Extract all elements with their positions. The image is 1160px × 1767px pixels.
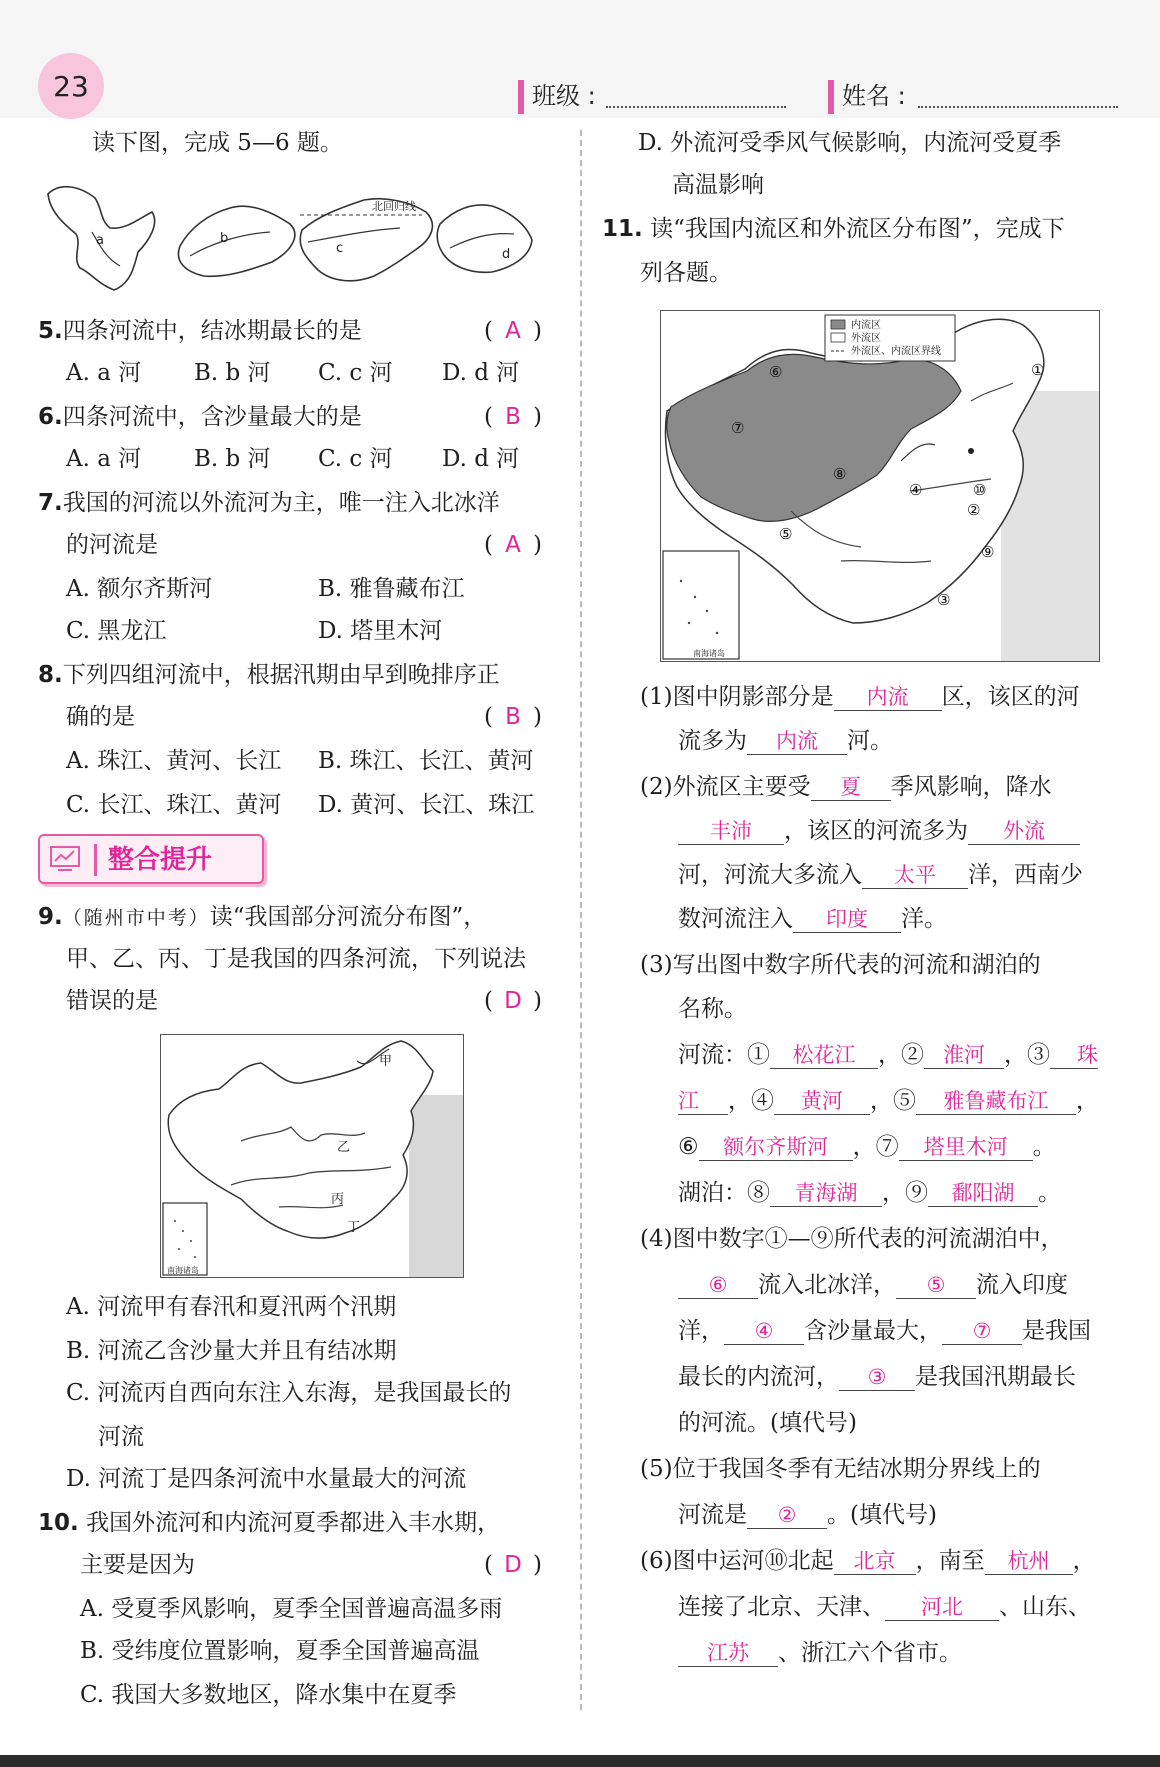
q9-option-b: B. 河流乙含沙量大并且有结冰期 — [66, 1338, 397, 1364]
column-divider — [580, 130, 582, 1710]
chart-icon — [50, 846, 80, 872]
map-mark-10: ⑩ — [973, 481, 987, 499]
blank-river-3a[interactable]: 珠 — [1050, 1042, 1098, 1069]
q5-option-c: C. c 河 — [318, 360, 393, 386]
q6-stem — [38, 402, 362, 432]
blank-p1-1[interactable]: 内流 — [834, 684, 942, 711]
q6-number: 6. — [38, 404, 63, 430]
section-banner — [38, 834, 264, 884]
map-inset-label: 南海诸岛 — [167, 1266, 199, 1275]
q5-option-d: D. d 河 — [442, 360, 520, 386]
q11-part1-line2: 流多为 内流 河。 — [678, 728, 893, 754]
name-blank — [918, 106, 1118, 108]
drainage-map-inset-label: 南海诸岛 — [693, 649, 725, 658]
page-number: 23 — [38, 53, 104, 119]
q8-option-a: A. 珠江、黄河、长江 — [66, 748, 282, 774]
class-blank — [606, 106, 786, 108]
q11-part3-rivers-line2: 江 ，④ 黄河 ，⑤ 雅鲁藏布江 ， — [678, 1088, 1099, 1114]
q6-answer-box: ( B ) — [484, 404, 542, 430]
blank-p2-5[interactable]: 印度 — [793, 906, 901, 933]
blank-p4-2[interactable]: ⑤ — [896, 1272, 976, 1299]
q8-option-b: B. 珠江、长江、黄河 — [318, 748, 534, 774]
tropic-label: 北回归线 — [372, 200, 416, 213]
q7-text-line2: 的河流是 — [66, 532, 158, 558]
q11-part5-line2: 河流是 ② 。(填代号) — [678, 1502, 937, 1528]
q9-option-d: D. 河流丁是四条河流中水量最大的河流 — [66, 1466, 467, 1492]
blank-river-1[interactable]: 松花江 — [770, 1042, 878, 1069]
intro-text: 读下图，完成 5—6 题。 — [92, 130, 343, 156]
q8-text-line2: 确的是 — [66, 704, 135, 730]
q10-option-d: D. 外流河受季风气候影响，内流河受夏季 — [638, 130, 1062, 156]
q7-text-line1: 我国的河流以外流河为主，唯一注入北冰洋 — [62, 490, 500, 516]
q8-option-c: C. 长江、珠江、黄河 — [66, 792, 282, 818]
map-mark-9: ⑨ — [981, 543, 995, 561]
q5-option-b: B. b 河 — [194, 360, 271, 386]
map-mark-8: ⑧ — [833, 465, 847, 483]
q9-stem — [38, 902, 486, 933]
q11-part6-line2: 连接了北京、天津、 河北 、山东、 — [678, 1594, 1091, 1620]
banner-title: 整合提升 — [108, 845, 213, 875]
china-river-map-drawing — [161, 1035, 464, 1278]
river-label-c: c — [336, 241, 344, 256]
blank-p6-2[interactable]: 杭州 — [985, 1548, 1073, 1575]
q6-option-c: C. c 河 — [318, 446, 393, 472]
q11-part2-line1: (2)外流区主要受 夏 季风影响，降水 — [640, 774, 1052, 800]
map-mark-1: ① — [1031, 361, 1045, 379]
blank-river-5[interactable]: 雅鲁藏布江 — [916, 1088, 1076, 1115]
q10-option-b: B. 受纬度位置影响，夏季全国普遍高温 — [80, 1638, 480, 1664]
q10-number: 10. — [38, 1510, 79, 1536]
q7-option-d: D. 塔里木河 — [318, 618, 443, 644]
river-label-b: b — [220, 231, 229, 246]
q11-part3-lakes: 湖泊：⑧ 青海湖 ，⑨ 鄱阳湖 。 — [678, 1180, 1061, 1206]
q9-number: 9. — [38, 904, 63, 930]
legend-inner: 内流区 — [851, 320, 881, 331]
q11-part6-line3: 江苏 、浙江六个省市。 — [678, 1638, 962, 1668]
q11-part3-rivers-line1: 河流：① 松花江 ，② 淮河 ，③ 珠 — [678, 1042, 1098, 1068]
map-mark-5: ⑤ — [779, 525, 793, 543]
blank-p1-2[interactable]: 内流 — [747, 728, 847, 755]
q10-text-line2: 主要是因为 — [80, 1552, 195, 1578]
q10-answer: D — [504, 1552, 522, 1578]
q10-option-d-cont: 高温影响 — [672, 172, 764, 198]
map-mark-6: ⑥ — [769, 363, 783, 381]
blank-lake-8[interactable]: 青海湖 — [770, 1180, 882, 1207]
q6-answer: B — [505, 404, 521, 430]
map-mark-3: ③ — [937, 591, 951, 609]
blank-river-6[interactable]: 额尔齐斯河 — [699, 1134, 853, 1161]
blank-p2-1[interactable]: 夏 — [811, 774, 891, 801]
map-mark-4: ④ — [909, 481, 923, 499]
q11-stem — [602, 214, 1065, 244]
q11-part2-line2: 丰沛 ，该区的河流多为 外流 — [678, 816, 1080, 846]
q11-number: 11. — [602, 216, 643, 242]
q11-text-line1: 读“我国内流区和外流区分布图”，完成下 — [650, 216, 1065, 242]
blank-river-7[interactable]: 塔里木河 — [899, 1134, 1033, 1161]
q5-stem — [38, 316, 362, 346]
map-label-ding: 丁 — [347, 1220, 361, 1235]
map-label-jia: 甲 — [379, 1054, 393, 1069]
q11-part6-line1: (6)图中运河⑩北起 北京 ，南至 杭州 ， — [640, 1548, 1096, 1574]
q10-answer-box: ( D ) — [484, 1552, 542, 1578]
drainage-region-map — [660, 310, 1100, 662]
blank-p6-4[interactable]: 江苏 — [678, 1640, 778, 1667]
q11-part3-line1: (3)写出图中数字所代表的河流和湖泊的 — [640, 952, 1041, 978]
q5-text: 四条河流中，结冰期最长的是 — [62, 318, 362, 344]
q11-part4-line1: (4)图中数字①—⑨所代表的河流湖泊中， — [640, 1226, 1064, 1252]
q7-number: 7. — [38, 490, 63, 516]
q9-text-line1: 读“我国部分河流分布图”， — [209, 904, 487, 930]
q9-text-line2: 甲、乙、丙、丁是我国的四条河流，下列说法 — [66, 946, 526, 972]
q5-answer: A — [505, 318, 521, 344]
q11-part2-line4: 数河流注入 印度 洋。 — [678, 906, 947, 932]
blank-p6-3[interactable]: 河北 — [885, 1594, 999, 1621]
q8-answer-box: ( B ) — [484, 704, 542, 730]
legend-outer: 外流区 — [851, 333, 881, 344]
q7-option-a: A. 额尔齐斯河 — [66, 576, 213, 602]
bottom-bar — [0, 1755, 1160, 1767]
q6-text: 四条河流中，含沙量最大的是 — [62, 404, 362, 430]
q7-option-b: B. 雅鲁藏布江 — [318, 576, 465, 602]
blank-p4-5[interactable]: ③ — [839, 1364, 915, 1391]
q11-part5-line1: (5)位于我国冬季有无结冰期分界线上的 — [640, 1456, 1041, 1482]
blank-river-3b[interactable]: 江 — [678, 1088, 728, 1115]
china-river-map — [160, 1034, 464, 1278]
q6-option-a: A. a 河 — [66, 446, 142, 472]
q6-option-b: B. b 河 — [194, 446, 271, 472]
q10-option-a: A. 受夏季风影响，夏季全国普遍高温多雨 — [80, 1596, 503, 1622]
name-label: 姓名 : — [828, 80, 906, 114]
drainage-region-map-drawing — [661, 311, 1100, 662]
q5-number: 5. — [38, 318, 63, 344]
q9-option-c-cont: 河流 — [98, 1424, 144, 1450]
q8-stem — [38, 660, 500, 690]
map-label-bing: 丙 — [331, 1192, 345, 1207]
blank-p2-2[interactable]: 丰沛 — [678, 818, 784, 845]
q8-number: 8. — [38, 662, 63, 688]
blank-river-4[interactable]: 黄河 — [774, 1088, 870, 1115]
q11-part4-line2: ⑥ 流入北冰洋， ⑤ 流入印度 — [678, 1270, 1068, 1300]
q7-stem — [38, 488, 500, 518]
blank-p4-1[interactable]: ⑥ — [678, 1272, 758, 1299]
map-label-yi: 乙 — [337, 1140, 351, 1155]
banner-separator — [94, 844, 97, 876]
q9-text-line3: 错误的是 — [66, 988, 158, 1014]
blank-p2-4[interactable]: 太平 — [862, 862, 968, 889]
q8-text-line1: 下列四组河流中，根据汛期由早到晚排序正 — [62, 662, 500, 688]
q11-part4-line3: 洋， ④ 含沙量最大， ⑦ 是我国 — [678, 1318, 1091, 1344]
q7-answer: A — [505, 532, 521, 558]
legend-boundary: 外流区、内流区界线 — [851, 346, 941, 357]
blank-p4-4[interactable]: ⑦ — [942, 1318, 1022, 1345]
q5-option-a: A. a 河 — [66, 360, 142, 386]
blank-p5-1[interactable]: ② — [747, 1502, 827, 1529]
q11-part3-rivers-line3: ⑥ 额尔齐斯河 ，⑦ 塔里木河 。 — [678, 1134, 1056, 1160]
blank-p2-3[interactable]: 外流 — [968, 818, 1080, 845]
river-label-a: a — [96, 233, 104, 248]
river-label-d: d — [502, 247, 511, 262]
blank-p4-3[interactable]: ④ — [724, 1318, 804, 1345]
class-label: 班级 : — [518, 80, 596, 114]
q8-option-d: D. 黄河、长江、珠江 — [318, 792, 535, 818]
blank-river-2[interactable]: 淮河 — [924, 1042, 1004, 1069]
blank-p6-1[interactable]: 北京 — [834, 1548, 916, 1575]
q9-option-c: C. 河流丙自西向东注入东海，是我国最长的 — [66, 1380, 512, 1406]
q11-part3-line2: 名称。 — [678, 996, 747, 1022]
q9-source: （随州市中考） — [62, 907, 210, 929]
q8-answer: B — [505, 704, 521, 730]
q10-option-c: C. 我国大多数地区，降水集中在夏季 — [80, 1682, 457, 1708]
q11-part4-line5: 的河流。(填代号) — [678, 1410, 857, 1436]
q9-option-a: A. 河流甲有春汛和夏汛两个汛期 — [66, 1294, 397, 1320]
q7-option-c: C. 黑龙江 — [66, 618, 167, 644]
q9-answer-box: ( D ) — [484, 988, 542, 1014]
q11-text-line2: 列各题。 — [640, 260, 732, 286]
q11-part1-line1: (1)图中阴影部分是 内流 区，该区的河 — [640, 684, 1080, 710]
q11-part2-line3: 河，河流大多流入 太平 洋，西南少 — [678, 862, 1083, 888]
q11-part4-line4: 最长的内流河， ③ 是我国汛期最长 — [678, 1364, 1076, 1390]
river-strip-map — [40, 172, 555, 300]
q6-option-d: D. d 河 — [442, 446, 520, 472]
q7-answer-box: ( A ) — [484, 532, 542, 558]
blank-lake-9[interactable]: 鄱阳湖 — [928, 1180, 1038, 1207]
map-mark-2: ② — [967, 501, 981, 519]
q9-answer: D — [504, 988, 522, 1014]
q10-text-line1: 我国外流河和内流河夏季都进入丰水期， — [86, 1510, 501, 1536]
map-mark-7: ⑦ — [731, 419, 745, 437]
q5-answer-box: ( A ) — [484, 318, 542, 344]
q10-stem — [38, 1508, 500, 1538]
